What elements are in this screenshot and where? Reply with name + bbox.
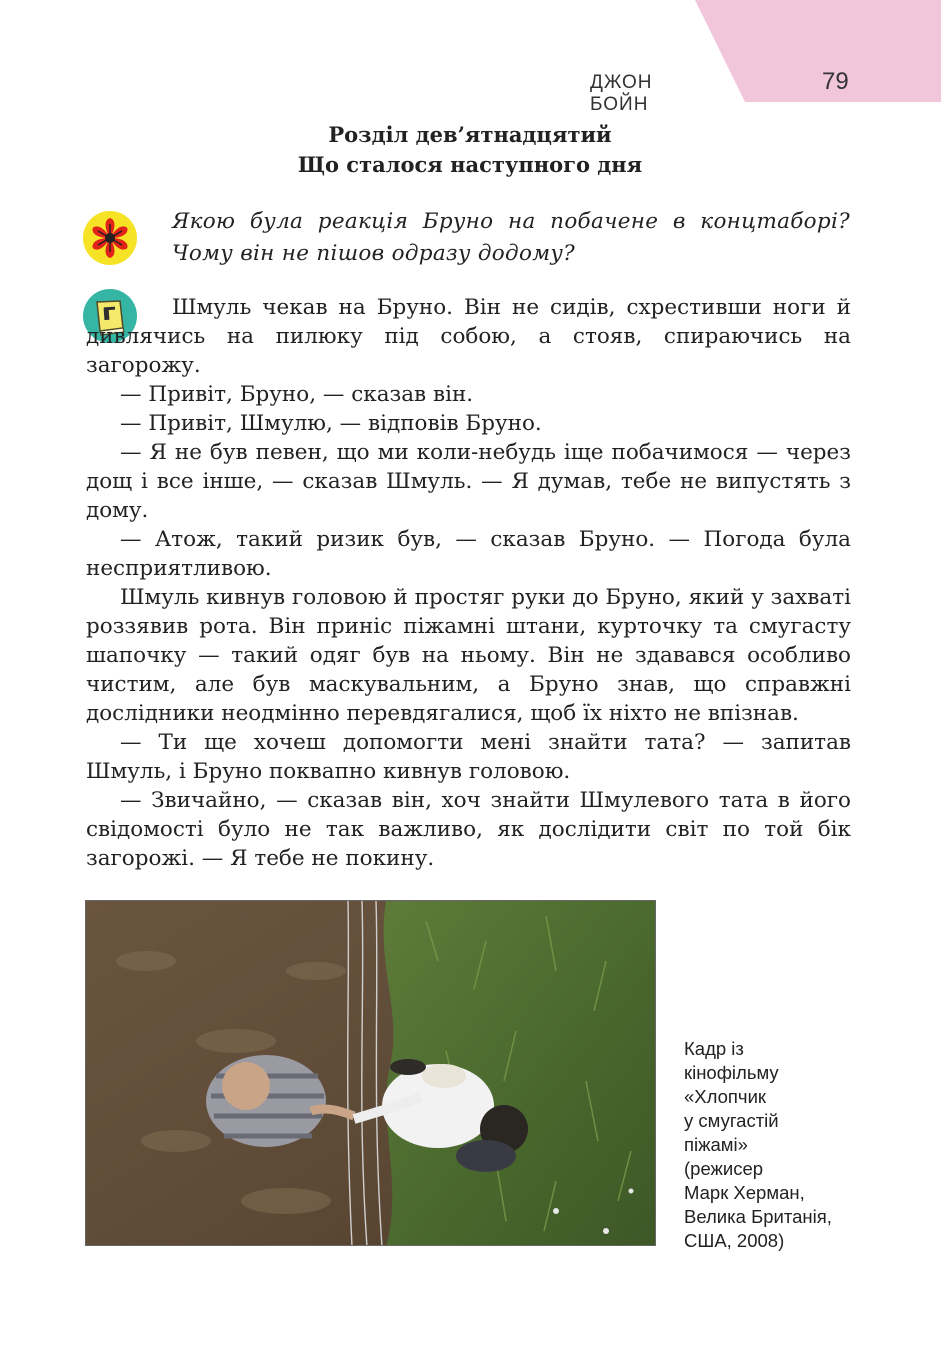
film-still-image [85,900,656,1246]
caption-line: у смугастій [684,1110,779,1131]
paragraph: Шмуль чекав на Бруно. Він не сидів, схрестивши ноги й дивлячись на пилюку під собою, а стояв, спираючись на загорожу. [86,295,851,378]
paragraph: — Привіт, Бруно, — сказав він. [120,382,474,407]
page-number: 79 [822,68,849,95]
story-text [86,293,851,873]
image-caption [684,1037,884,1253]
caption-line: піжамі» [684,1134,748,1155]
caption-line: (режисер [684,1158,764,1179]
chapter-subtitle: Що сталося наступного дня [297,152,643,177]
caption-line: кінофільму [684,1062,779,1083]
running-header-author: ДЖОН БОЙН [590,72,653,115]
paragraph: Шмуль кивнув головою й простяг руки до Бруно, який у захваті роззявив рота. Він приніс піжамні штани, курточку та смугасту шапочку — такий одяг був на ньому. Він не здавався особливо чистим, але був маскувальним, а Бруно знав, що справжні дослідники неодмінно перевдягалися, щоб їх ніхто не впізнав. [86,585,851,726]
paragraph: — Привіт, Шмулю, — відповів Бруно. [120,411,542,436]
caption-line: «Хлопчик [684,1086,767,1107]
paragraph: — Атож, такий ризик був, — сказав Бруно. — Погода була несприятливою. [86,527,851,581]
flower-icon [82,210,138,266]
paragraph: — Ти ще хочеш допомогти мені знайти тата? — запитав Шмуль, і Бруно поквапно кивнув головою. [86,730,851,784]
caption-line: Марк Херман, [684,1182,805,1203]
page-corner-accent [695,0,941,102]
caption-line: Велика Британія, [684,1206,832,1227]
paragraph: — Я не був певен, що ми коли-небудь іще побачимося — через дощ і все інше, — сказав Шмуль. — Я думав, тебе не випустять з дому. [86,440,851,523]
caption-line: США, 2008) [684,1230,785,1251]
caption-line: Кадр із [684,1038,744,1059]
chapter-heading [150,120,790,180]
chapter-title: Розділ дев’ятнадцятий [328,122,612,147]
pre-reading-question: Якою була реакція Бруно на побачене в концтаборі? Чому він не пішов одразу додому? [172,209,850,266]
paragraph: — Звичайно, — сказав він, хоч знайти Шмулевого тата в його свідомості було не так важливо, як дослідити світ по той бік загорожі. — Я тебе не покину. [86,788,851,871]
